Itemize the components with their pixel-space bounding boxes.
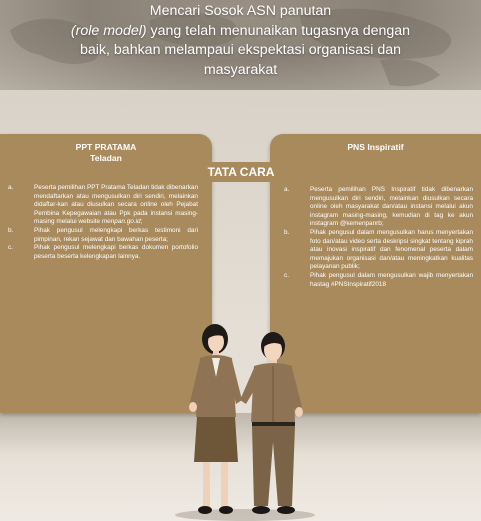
list-item-text: Pihak pengusul melengkapi berkas dokumen portofolio peserta beserta kelengkapan lainnya. [34,244,198,260]
header-line-4: masyarakat [203,61,278,78]
list-item-text: Pihak pengusul dalam mengusulkan wajib menyertakan hastag #PNSInspiratif2018 [310,271,473,288]
header-line-1: Mencari Sosok ASN panutan [149,3,332,19]
list-item [8,184,198,227]
list-marker: a. [284,186,290,193]
list-item-text [34,184,198,227]
ppt-pratama-title-line-1: PPT PRATAMA [75,142,137,152]
pns-inspiratif-title: PNS Inspiratif [347,142,404,152]
list-marker: c. [284,271,289,279]
ppt-pratama-title [0,134,212,164]
list-marker: b. [8,226,14,234]
header-text [20,2,461,80]
ppt-pratama-title-line-2: Teladan [90,153,122,163]
header-line-2 [20,22,461,42]
pns-inspiratif-list [284,186,473,289]
asn-figures-illustration [170,322,320,521]
tata-cara-label: TATA CARA [200,162,282,182]
list-marker: b. [284,228,290,236]
list-marker: c. [8,244,13,252]
male-asn-figure [240,332,303,514]
list-item [284,229,473,272]
list-item-text: Pihak pengusul dalam mengusulkan harus menyertakan foto dan/atau video serta deskripsi singkat tentang kiprah atau inovasi inspiratif dan fenomenal peserta dalam memajukan organisasi dan/atau meningkatkan kualitas pelayanan publik; [310,228,473,271]
female-asn-figure [189,324,242,514]
list-item-body: Peserta pemilihan PPT Pratama Teladan tidak dibenarkan mendaftarkan atau mengusulkan diri sendiri, melainkan didaftar-kan atau diusulkan secara online oleh Pejabat Pembina Kepegawaian atau Ppk pada instansi masing-masing melalui website [34,184,198,226]
list-item [8,227,198,244]
list-item [284,186,473,229]
website-link-text: menpan.go.id [101,218,141,226]
list-item-text: Pihak pengusul melengkapi berkas testimoni dari pimpinan, rekan sejawat dan bawahan peserta; [34,226,198,243]
list-marker: a. [8,184,14,191]
list-item-text: Peserta pemilihan PNS Inspiratif tidak dibenarkan mengusulkan diri sendiri, melainkan diusulkan secara online oleh masyarakat dan/atau instansi melalui akun instagram masing-masing, kemudian di tag ke akun instagram @kemenpanrb; [310,186,473,228]
list-item [8,244,198,261]
ppt-pratama-list [8,184,198,261]
list-item-suffix: ; [140,218,143,226]
role-model-text: (role model) [70,22,147,39]
header-line-3: baik, bahkan melampaui ekspektasi organisasi dan [80,42,401,58]
header-line-2-rest: yang telah menunaikan tugasnya dengan [146,22,411,39]
list-item [284,272,473,289]
